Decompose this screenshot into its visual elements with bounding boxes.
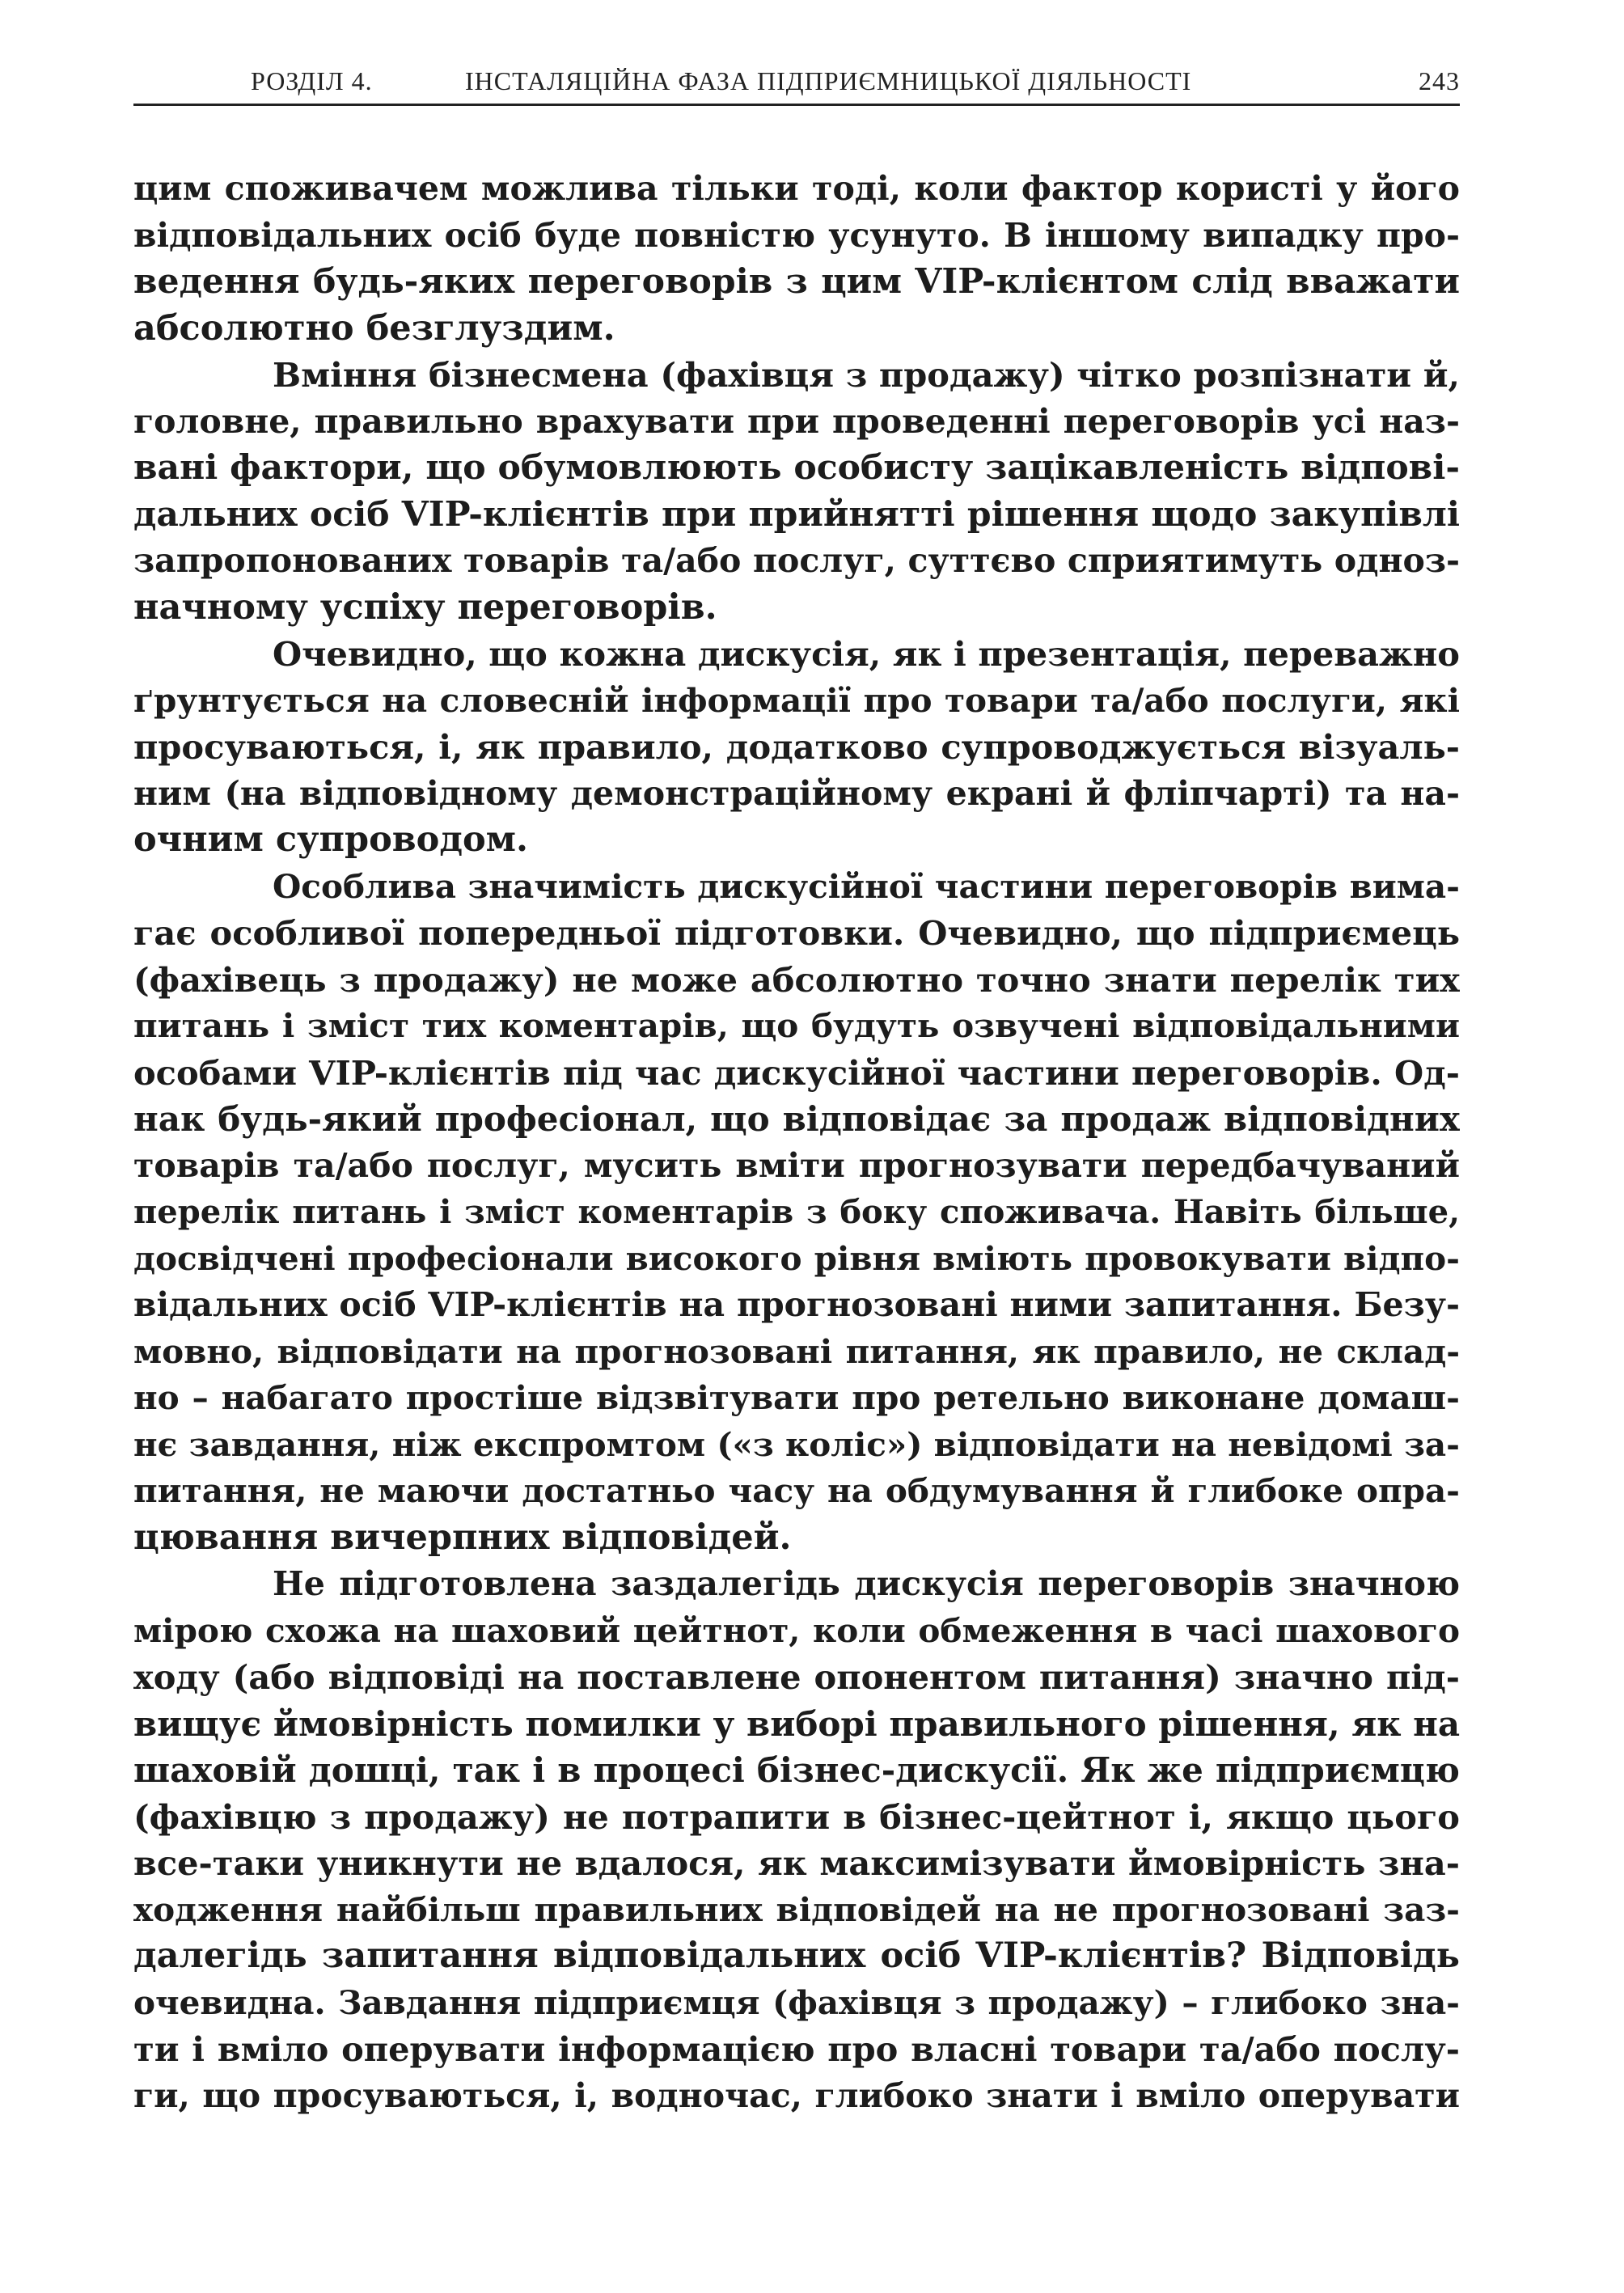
text-line: (фахівцю з продажу) не потрапити в бізнес-цейтнот і, якщо цього (133, 1796, 1460, 1837)
text-line: все-таки уникнути не вдалося, як максимізувати ймовірність зна- (133, 1843, 1460, 1883)
text-line: ходження найбільш правильних відповідей на не прогнозовані заз- (133, 1889, 1460, 1929)
text-line: досвідчені професіонали високого рівня вміють провокувати відпо- (133, 1238, 1460, 1278)
text-line: цювання вичерпних відповідей. (133, 1517, 792, 1558)
text-line: очним супроводом. (133, 819, 528, 860)
text-line: запропонованих товарів та/або послуг, суттєво сприятимуть одноз- (133, 541, 1460, 580)
text-line: ти і вміло оперувати інформацією про власні товари та/або послу- (133, 2029, 1460, 2069)
text-line: Вміння бізнесмена (фахівця з продажу) чітко розпізнати й, (273, 355, 1460, 395)
text-line: вані фактори, що обумовлюють особисту зацікавленість відпові- (133, 447, 1460, 488)
text-line: далегідь запитання відповідальних осіб VIP-клієнтів? Відповідь (133, 1936, 1460, 1976)
text-line: ходу (або відповіді на поставлене опонентом питання) значно під- (133, 1657, 1460, 1697)
text-line: цим споживачем можлива тільки тоді, коли фактор користі у його (133, 169, 1460, 208)
text-line: мовно, відповідати на прогнозовані питання, як правило, не склад- (133, 1331, 1460, 1371)
text-line: товарів та/або послуг, мусить вміти прогнозувати передбачуваний (133, 1145, 1460, 1185)
header-section-label: РОЗДІЛ 4. (251, 66, 373, 95)
text-line: вищує ймовірність помилки у виборі правильного рішення, як на (133, 1703, 1460, 1744)
text-line: Особлива значимість дискусійної частини переговорів вима- (273, 866, 1460, 906)
text-line: дальних осіб VIP-клієнтів при прийнятті рішення щодо закупівлі (133, 493, 1460, 535)
text-line: відповідальних осіб буде повністю усунуто. В іншому випадку про- (133, 215, 1460, 255)
text-line: абсолютно безглуздим. (133, 307, 615, 349)
header-chapter-title: ІНСТАЛЯЦІЙНА ФАЗА ПІДПРИЄМНИЦЬКОЇ ДІЯЛЬНОСТІ (465, 66, 1192, 95)
text-line: просуваються, і, як правило, додатково супроводжується візуаль- (133, 727, 1460, 767)
text-line: Очевидно, що кожна дискусія, як і презентація, переважно (273, 634, 1460, 674)
text-line: ведення будь-яких переговорів з цим VIP-клієнтом слід вважати (133, 261, 1460, 302)
text-line: ґрунтується на словесній інформації про товари та/або послуги, які (133, 680, 1460, 720)
text-line: ним (на відповідному демонстраційному екрані й фліпчарті) та на- (133, 773, 1460, 813)
text-line: гає особливої попередньої підготовки. Очевидно, що підприємець (133, 913, 1460, 953)
body-text (133, 166, 1460, 2119)
text-line: (фахівець з продажу) не може абсолютно точно знати перелік тих (133, 959, 1460, 1000)
text-line: перелік питань і зміст коментарів з боку споживача. Навіть більше, (133, 1193, 1460, 1231)
text-line: мірою схожа на шаховий цейтнот, коли обмеження в часі шахового (133, 1610, 1460, 1650)
text-line: но – набагато простіше відзвітувати про ретельно виконане домаш- (133, 1378, 1460, 1417)
text-line: питань і зміст тих коментарів, що будуть озвучені відповідальними (133, 1006, 1460, 1045)
text-line: особами VIP-клієнтів під час дискусійної частини переговорів. Од- (133, 1052, 1460, 1093)
text-line: головне, правильно врахувати при проведенні переговорів усі наз- (133, 401, 1460, 441)
page-number: 243 (1419, 66, 1460, 95)
text-line: відальних осіб VIP-клієнтів на прогнозовані ними запитання. Безу- (133, 1285, 1460, 1324)
running-header (133, 58, 1460, 106)
text-line: питання, не маючи достатньо часу на обдумування й глибоке опра- (133, 1471, 1460, 1510)
text-line: очевидна. Завдання підприємця (фахівця з продажу) – глибоко зна- (133, 1982, 1460, 2022)
text-line: нак будь-який професіонал, що відповідає за продаж відповідних (133, 1099, 1460, 1139)
text-line: начному успіху переговорів. (133, 586, 717, 628)
text-line: Не підготовлена заздалегідь дискусія переговорів значною (273, 1564, 1460, 1603)
text-line: нє завдання, ніж експромтом («з коліс») відповідати на невідомі за- (133, 1424, 1460, 1464)
text-line: ги, що просуваються, і, водночас, глибоко знати і вміло оперувати (133, 2075, 1460, 2115)
text-line: шаховій дошці, так і в процесі бізнес-дискусії. Як же підприємцю (133, 1750, 1460, 1790)
